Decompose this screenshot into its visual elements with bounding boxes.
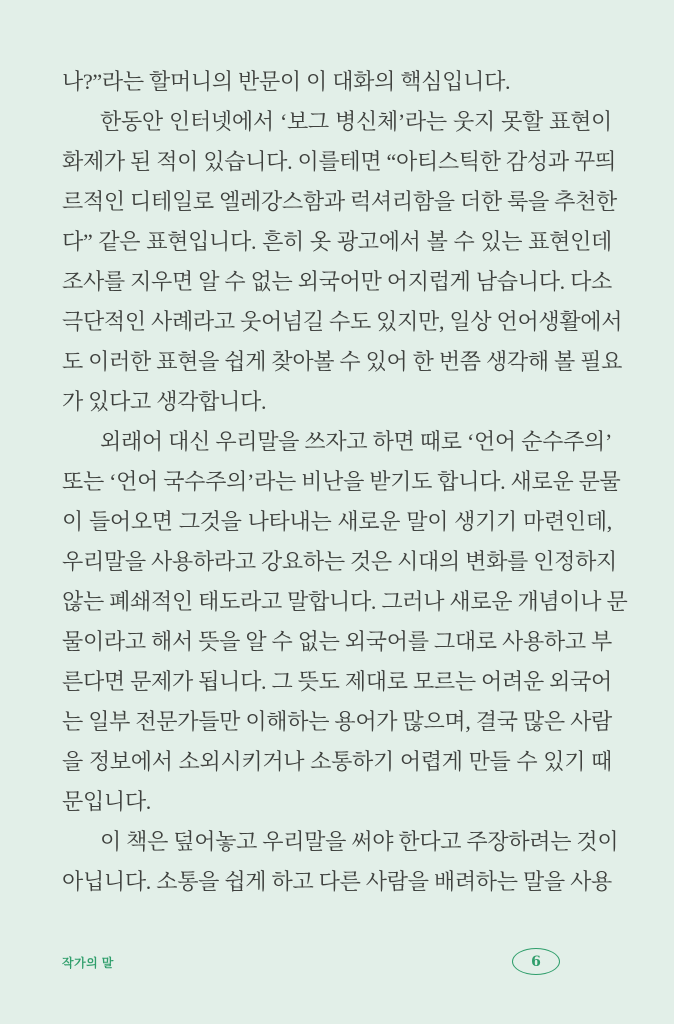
text-line: 문입니다.	[62, 789, 152, 814]
paragraph	[62, 422, 628, 822]
section-label: 작가의 말	[62, 956, 114, 970]
text-line: 극단적인 사례라고 웃어넘길 수도 있지만, 일상 언어생활에서	[62, 309, 623, 334]
text-line: 르적인 디테일로 엘레강스함과 럭셔리함을 더한 룩을 추천한	[62, 189, 618, 214]
text-line: 른다면 문제가 됩니다. 그 뜻도 제대로 모르는 어려운 외국어	[62, 669, 612, 694]
text-line: 을 정보에서 소외시키거나 소통하기 어렵게 만들 수 있기 때	[62, 749, 612, 774]
text-line: 물이라고 해서 뜻을 알 수 없는 외국어를 그대로 사용하고 부	[62, 629, 612, 654]
text-line: 나?”라는 할머니의 반문이 이 대화의 핵심입니다.	[62, 69, 511, 94]
text-line: 한동안 인터넷에서 ‘보그 병신체’라는 웃지 못할 표현이	[100, 109, 612, 134]
body-text	[62, 62, 628, 902]
text-line: 이 책은 덮어놓고 우리말을 써야 한다고 주장하려는 것이	[100, 829, 619, 854]
page-number-badge	[512, 948, 560, 975]
text-line: 화제가 된 적이 있습니다. 이를테면 “아티스틱한 감성과 꾸띄	[62, 149, 616, 174]
paragraph	[62, 822, 619, 902]
page-footer	[0, 940, 674, 990]
text-line: 외래어 대신 우리말을 쓰자고 하면 때로 ‘언어 순수주의’	[100, 429, 612, 454]
page-number: 6	[531, 953, 541, 970]
text-line: 이 들어오면 그것을 나타내는 새로운 말이 생기기 마련인데,	[62, 509, 612, 534]
text-line: 조사를 지우면 알 수 없는 외국어만 어지럽게 남습니다. 다소	[62, 269, 612, 294]
text-line: 않는 폐쇄적인 태도라고 말합니다. 그러나 새로운 개념이나 문	[62, 589, 628, 614]
paragraph	[62, 62, 612, 102]
text-line: 우리말을 사용하라고 강요하는 것은 시대의 변화를 인정하지	[62, 549, 618, 574]
text-line: 아닙니다. 소통을 쉽게 하고 다른 사람을 배려하는 말을 사용	[62, 869, 612, 894]
text-line: 가 있다고 생각합니다.	[62, 389, 267, 414]
text-line: 다” 같은 표현입니다. 흔히 옷 광고에서 볼 수 있는 표현인데	[62, 229, 612, 254]
paragraph	[62, 102, 623, 422]
text-line: 도 이러한 표현을 쉽게 찾아볼 수 있어 한 번쯤 생각해 볼 필요	[62, 349, 623, 374]
text-line: 또는 ‘언어 국수주의’라는 비난을 받기도 합니다. 새로운 문물	[62, 469, 621, 494]
text-line: 는 일부 전문가들만 이해하는 용어가 많으며, 결국 많은 사람	[62, 709, 612, 734]
